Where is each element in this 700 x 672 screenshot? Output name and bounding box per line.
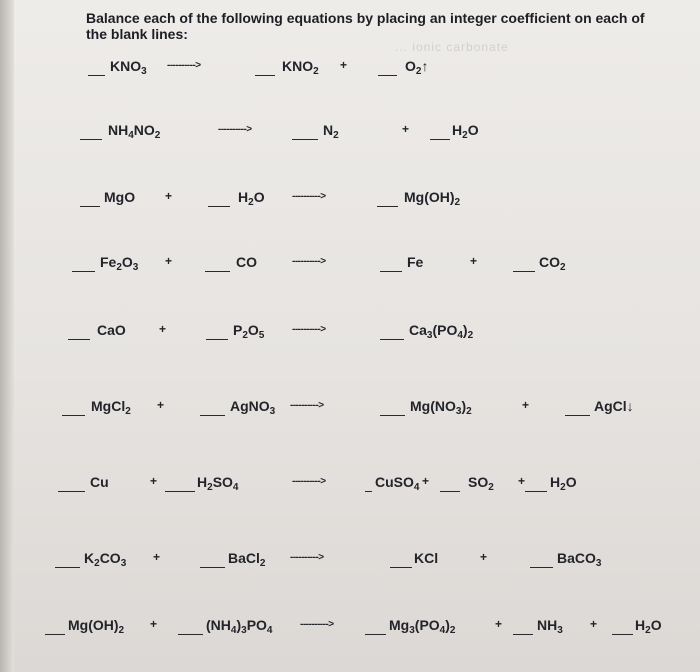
formula-term: $SO_2$ xyxy=(468,474,494,493)
coefficient-blank[interactable] xyxy=(208,206,230,207)
coefficient-blank[interactable] xyxy=(206,339,228,340)
coefficient-blank[interactable] xyxy=(62,415,85,416)
plus-sign: + xyxy=(340,58,348,72)
formula-term: CuSO$_4$ xyxy=(375,474,420,493)
coefficient-blank[interactable] xyxy=(68,339,90,340)
formula-term: $Fe_2O_3$ xyxy=(100,254,139,273)
plus-sign: + xyxy=(495,617,503,631)
coefficient-blank[interactable] xyxy=(200,415,225,416)
coefficient-blank[interactable] xyxy=(390,567,412,568)
formula-term: Cu xyxy=(90,474,109,490)
plus-sign: + xyxy=(150,474,158,488)
formula-term: BaCl$_2$ xyxy=(228,550,266,569)
plus-sign: + xyxy=(422,474,430,488)
reaction-arrow: ----------> xyxy=(292,256,326,267)
coefficient-blank[interactable] xyxy=(380,415,405,416)
formula-term: $NH_4NO_2$ xyxy=(108,122,161,141)
reaction-arrow: ----------> xyxy=(167,60,201,71)
formula-term: $CO_2$ xyxy=(539,254,566,273)
coefficient-blank[interactable] xyxy=(55,567,80,568)
coefficient-blank[interactable] xyxy=(58,491,85,492)
page-fold-shadow xyxy=(0,0,14,672)
coefficient-blank[interactable] xyxy=(430,139,450,140)
coefficient-blank[interactable] xyxy=(165,491,195,492)
formula-term: Fe xyxy=(407,254,424,270)
formula-term: $Mg_3(PO_4)_2$ xyxy=(389,617,456,636)
plus-sign: + xyxy=(165,189,173,203)
plus-sign: + xyxy=(165,254,173,268)
coefficient-blank[interactable] xyxy=(80,139,102,140)
reaction-arrow: ----------> xyxy=(290,400,324,411)
coefficient-blank[interactable] xyxy=(612,634,633,635)
coefficient-blank[interactable] xyxy=(255,75,275,76)
reaction-arrow: ----------> xyxy=(292,324,326,335)
plus-sign: + xyxy=(159,322,167,336)
formula-term: CO xyxy=(236,254,257,270)
reaction-arrow: ----------> xyxy=(292,476,326,487)
reaction-arrow: ----------> xyxy=(218,124,252,135)
formula-term: KCl xyxy=(414,550,439,566)
coefficient-blank[interactable] xyxy=(530,567,553,568)
plus-sign: + xyxy=(518,474,526,488)
formula-term: $H_2O$ xyxy=(452,122,479,141)
coefficient-blank[interactable] xyxy=(525,491,547,492)
bleed-through-text: ... ionic carbonate xyxy=(395,40,509,54)
reaction-arrow: ----------> xyxy=(292,191,326,202)
coefficient-blank[interactable] xyxy=(380,339,404,340)
formula-term: $H_2O$ xyxy=(635,617,662,636)
formula-term: $Mg(OH)_2$ xyxy=(68,617,125,636)
coefficient-blank[interactable] xyxy=(88,75,105,76)
plus-sign: + xyxy=(153,550,161,564)
formula-term: $Ca_3(PO_4)_2$ xyxy=(409,322,474,341)
formula-term: $H_2O$ xyxy=(550,474,577,493)
coefficient-blank[interactable] xyxy=(45,634,65,635)
coefficient-blank[interactable] xyxy=(200,567,225,568)
coefficient-blank[interactable] xyxy=(365,491,372,492)
formula-term: $Mg(OH)_2$ xyxy=(404,189,461,208)
formula-term: $H_2O$ xyxy=(238,189,265,208)
formula-term: $H_2SO_4$ xyxy=(197,474,239,493)
coefficient-blank[interactable] xyxy=(80,206,100,207)
formula-term: AgCl↓ xyxy=(594,398,634,414)
plus-sign: + xyxy=(522,398,530,412)
coefficient-blank[interactable] xyxy=(365,634,386,635)
formula-term: $KNO_2$ xyxy=(282,58,319,77)
plus-sign: + xyxy=(150,617,158,631)
formula-term: MgO xyxy=(104,189,136,205)
coefficient-blank[interactable] xyxy=(72,271,95,272)
formula-term: $K_2CO_3$ xyxy=(84,550,127,569)
coefficient-blank[interactable] xyxy=(378,75,397,76)
plus-sign: + xyxy=(402,122,410,136)
plus-sign: + xyxy=(590,617,598,631)
formula-term: $O_2↑$ xyxy=(405,58,429,77)
formula-term: $N_2$ xyxy=(323,122,339,141)
reaction-arrow: ----------> xyxy=(300,619,334,630)
formula-term: MgCl$_2$ xyxy=(91,398,131,417)
formula-term: BaCO$_3$ xyxy=(557,550,602,569)
plus-sign: + xyxy=(470,254,478,268)
coefficient-blank[interactable] xyxy=(178,634,203,635)
coefficient-blank[interactable] xyxy=(292,139,318,140)
coefficient-blank[interactable] xyxy=(513,634,533,635)
plus-sign: + xyxy=(157,398,165,412)
formula-term: AgNO$_3$ xyxy=(230,398,276,417)
coefficient-blank[interactable] xyxy=(205,271,230,272)
reaction-arrow: ----------> xyxy=(290,552,324,563)
formula-term: CaO xyxy=(97,322,126,338)
instructions: Balance each of the following equations by placing an integer coefficient on each of the blank lines: xyxy=(86,10,645,42)
formula-term: $P_2O_5$ xyxy=(233,322,265,341)
coefficient-blank[interactable] xyxy=(513,271,535,272)
coefficient-blank[interactable] xyxy=(380,271,402,272)
coefficient-blank[interactable] xyxy=(440,491,460,492)
plus-sign: + xyxy=(480,550,488,564)
formula-term: $(NH_4)_3PO_4$ xyxy=(206,617,273,636)
formula-term: $KNO_3$ xyxy=(110,58,147,77)
coefficient-blank[interactable] xyxy=(377,206,398,207)
formula-term: $Mg(NO_3)_2$ xyxy=(410,398,472,417)
coefficient-blank[interactable] xyxy=(565,415,590,416)
formula-term: $NH_3$ xyxy=(537,617,563,636)
